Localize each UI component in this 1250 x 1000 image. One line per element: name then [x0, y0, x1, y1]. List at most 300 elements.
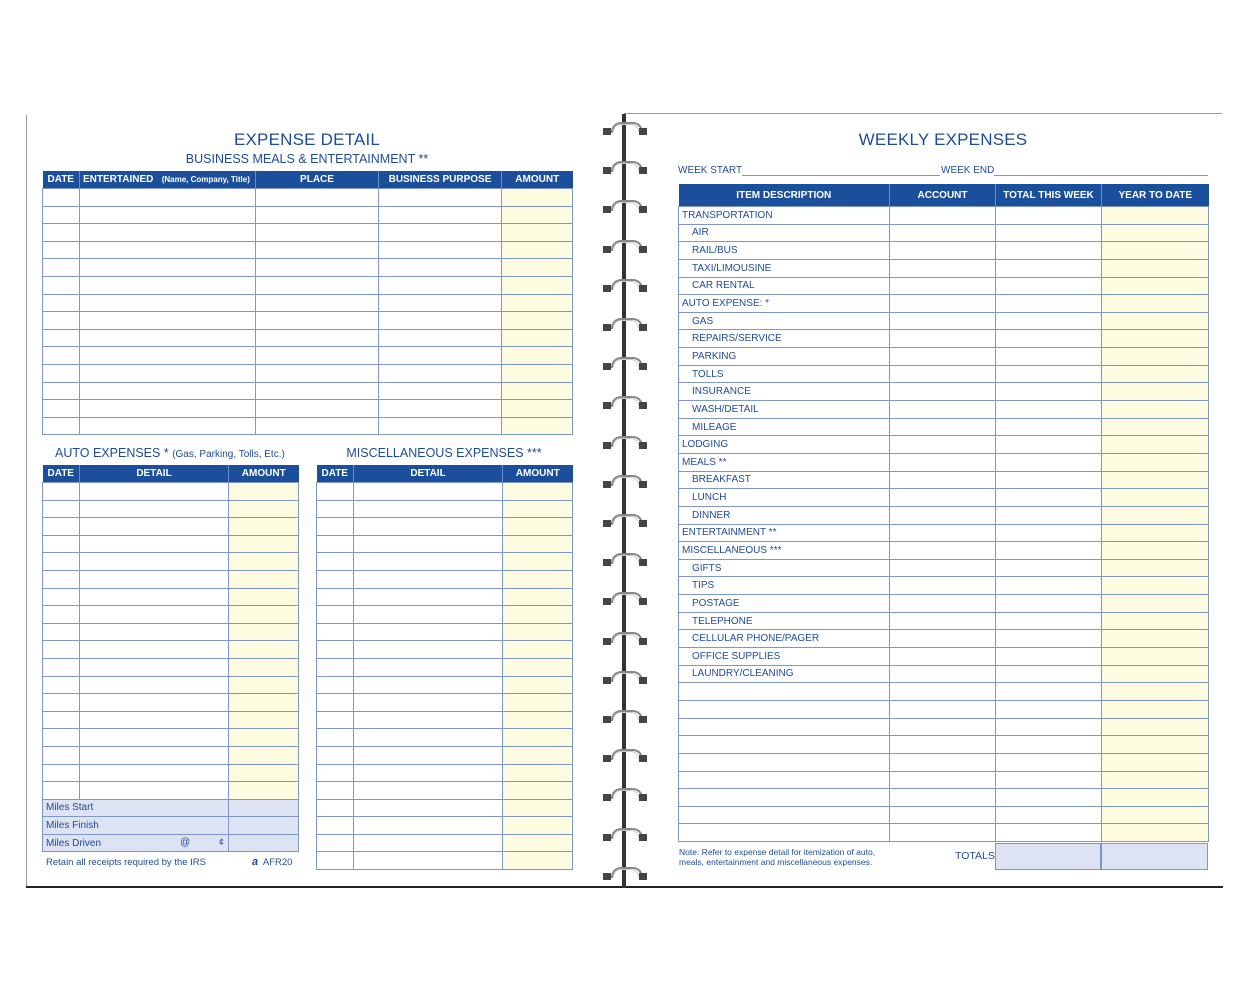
total-this-week-cell[interactable] [996, 595, 1102, 613]
year-to-date-cell[interactable] [1102, 789, 1209, 807]
total-this-week-cell[interactable] [996, 295, 1102, 313]
year-to-date-cell[interactable] [1102, 595, 1209, 613]
place-cell[interactable] [256, 347, 379, 365]
entertained-cell[interactable] [80, 259, 256, 277]
detail-cell[interactable] [354, 817, 503, 835]
date-cell[interactable] [43, 553, 80, 571]
detail-cell[interactable] [354, 676, 503, 694]
account-cell[interactable] [890, 665, 996, 683]
place-cell[interactable] [256, 417, 379, 435]
total-this-week-cell[interactable] [996, 312, 1102, 330]
year-to-date-cell[interactable] [1102, 207, 1209, 225]
business-purpose-cell[interactable] [379, 224, 502, 242]
business-purpose-cell[interactable] [379, 189, 502, 207]
amount-cell[interactable] [503, 852, 573, 870]
detail-cell[interactable] [354, 588, 503, 606]
amount-cell[interactable] [503, 799, 573, 817]
place-cell[interactable] [256, 364, 379, 382]
date-cell[interactable] [43, 294, 80, 312]
total-this-week-cell[interactable] [996, 665, 1102, 683]
total-this-week-cell[interactable] [996, 383, 1102, 401]
date-cell[interactable] [317, 658, 354, 676]
year-to-date-cell[interactable] [1102, 453, 1209, 471]
account-cell[interactable] [890, 365, 996, 383]
amount-cell[interactable] [229, 764, 299, 782]
amount-cell[interactable] [229, 553, 299, 571]
date-cell[interactable] [43, 417, 80, 435]
year-to-date-cell[interactable] [1102, 436, 1209, 454]
amount-cell[interactable] [229, 483, 299, 501]
date-cell[interactable] [317, 694, 354, 712]
date-cell[interactable] [317, 535, 354, 553]
week-start-line[interactable] [742, 174, 940, 176]
item-description-cell[interactable] [679, 789, 890, 807]
business-purpose-cell[interactable] [379, 329, 502, 347]
item-description-cell[interactable] [679, 824, 890, 842]
year-to-date-cell[interactable] [1102, 753, 1209, 771]
detail-cell[interactable] [80, 535, 229, 553]
account-cell[interactable] [890, 471, 996, 489]
detail-cell[interactable] [354, 606, 503, 624]
entertained-cell[interactable] [80, 312, 256, 330]
total-this-week-cell[interactable] [996, 330, 1102, 348]
total-this-week-cell[interactable] [996, 436, 1102, 454]
year-to-date-cell[interactable] [1102, 771, 1209, 789]
year-to-date-cell[interactable] [1102, 806, 1209, 824]
account-cell[interactable] [890, 330, 996, 348]
detail-cell[interactable] [80, 658, 229, 676]
amount-cell[interactable] [503, 641, 573, 659]
amount-cell[interactable] [502, 382, 573, 400]
detail-cell[interactable] [80, 570, 229, 588]
mileage-value-cell[interactable] [229, 817, 299, 835]
amount-cell[interactable] [229, 570, 299, 588]
date-cell[interactable] [317, 570, 354, 588]
entertained-cell[interactable] [80, 241, 256, 259]
year-to-date-cell[interactable] [1102, 295, 1209, 313]
date-cell[interactable] [43, 241, 80, 259]
detail-cell[interactable] [354, 746, 503, 764]
year-to-date-cell[interactable] [1102, 365, 1209, 383]
account-cell[interactable] [890, 207, 996, 225]
business-purpose-cell[interactable] [379, 382, 502, 400]
amount-cell[interactable] [502, 312, 573, 330]
total-this-week-cell[interactable] [996, 277, 1102, 295]
account-cell[interactable] [890, 559, 996, 577]
account-cell[interactable] [890, 312, 996, 330]
amount-cell[interactable] [503, 746, 573, 764]
account-cell[interactable] [890, 718, 996, 736]
account-cell[interactable] [890, 700, 996, 718]
detail-cell[interactable] [80, 782, 229, 800]
detail-cell[interactable] [354, 535, 503, 553]
item-description-cell[interactable] [679, 806, 890, 824]
amount-cell[interactable] [502, 189, 573, 207]
total-this-week-cell[interactable] [996, 630, 1102, 648]
date-cell[interactable] [317, 746, 354, 764]
detail-cell[interactable] [80, 623, 229, 641]
account-cell[interactable] [890, 242, 996, 260]
amount-cell[interactable] [502, 400, 573, 418]
detail-cell[interactable] [354, 570, 503, 588]
entertained-cell[interactable] [80, 276, 256, 294]
date-cell[interactable] [43, 711, 80, 729]
place-cell[interactable] [256, 329, 379, 347]
account-cell[interactable] [890, 648, 996, 666]
detail-cell[interactable] [354, 623, 503, 641]
year-to-date-cell[interactable] [1102, 559, 1209, 577]
total-this-week-cell[interactable] [996, 471, 1102, 489]
total-this-week-cell[interactable] [995, 843, 1101, 870]
detail-cell[interactable] [80, 483, 229, 501]
date-cell[interactable] [317, 606, 354, 624]
total-this-week-cell[interactable] [996, 348, 1102, 366]
amount-cell[interactable] [502, 347, 573, 365]
year-to-date-cell[interactable] [1102, 824, 1209, 842]
account-cell[interactable] [890, 789, 996, 807]
date-cell[interactable] [43, 224, 80, 242]
place-cell[interactable] [256, 312, 379, 330]
amount-cell[interactable] [229, 782, 299, 800]
detail-cell[interactable] [80, 694, 229, 712]
date-cell[interactable] [43, 782, 80, 800]
date-cell[interactable] [317, 834, 354, 852]
account-cell[interactable] [890, 806, 996, 824]
date-cell[interactable] [43, 500, 80, 518]
item-description-cell[interactable] [679, 771, 890, 789]
amount-cell[interactable] [229, 606, 299, 624]
business-purpose-cell[interactable] [379, 400, 502, 418]
total-this-week-cell[interactable] [996, 259, 1102, 277]
business-purpose-cell[interactable] [379, 259, 502, 277]
business-purpose-cell[interactable] [379, 312, 502, 330]
date-cell[interactable] [317, 676, 354, 694]
amount-cell[interactable] [229, 623, 299, 641]
total-this-week-cell[interactable] [996, 224, 1102, 242]
account-cell[interactable] [890, 524, 996, 542]
detail-cell[interactable] [80, 764, 229, 782]
account-cell[interactable] [890, 436, 996, 454]
place-cell[interactable] [256, 259, 379, 277]
total-this-week-cell[interactable] [996, 753, 1102, 771]
account-cell[interactable] [890, 506, 996, 524]
total-this-week-cell[interactable] [996, 700, 1102, 718]
detail-cell[interactable] [354, 834, 503, 852]
entertained-cell[interactable] [80, 224, 256, 242]
amount-cell[interactable] [502, 241, 573, 259]
week-end-field[interactable] [941, 165, 1208, 176]
detail-cell[interactable] [80, 729, 229, 747]
account-cell[interactable] [890, 736, 996, 754]
total-this-week-cell[interactable] [996, 401, 1102, 419]
entertained-cell[interactable] [80, 417, 256, 435]
year-to-date-cell[interactable] [1102, 665, 1209, 683]
detail-cell[interactable] [354, 764, 503, 782]
amount-cell[interactable] [229, 535, 299, 553]
entertained-cell[interactable] [80, 382, 256, 400]
year-to-date-cell[interactable] [1102, 683, 1209, 701]
total-this-week-cell[interactable] [996, 648, 1102, 666]
amount-cell[interactable] [229, 694, 299, 712]
date-cell[interactable] [43, 483, 80, 501]
amount-cell[interactable] [229, 711, 299, 729]
year-to-date-cell[interactable] [1102, 718, 1209, 736]
date-cell[interactable] [317, 623, 354, 641]
amount-cell[interactable] [503, 817, 573, 835]
amount-cell[interactable] [229, 658, 299, 676]
year-to-date-cell[interactable] [1102, 612, 1209, 630]
detail-cell[interactable] [80, 500, 229, 518]
total-this-week-cell[interactable] [996, 718, 1102, 736]
place-cell[interactable] [256, 189, 379, 207]
date-cell[interactable] [43, 312, 80, 330]
date-cell[interactable] [43, 259, 80, 277]
detail-cell[interactable] [80, 518, 229, 536]
business-purpose-cell[interactable] [379, 364, 502, 382]
amount-cell[interactable] [503, 553, 573, 571]
total-this-week-cell[interactable] [996, 242, 1102, 260]
date-cell[interactable] [43, 347, 80, 365]
place-cell[interactable] [256, 400, 379, 418]
year-to-date-cell[interactable] [1102, 418, 1209, 436]
date-cell[interactable] [43, 364, 80, 382]
detail-cell[interactable] [354, 729, 503, 747]
amount-cell[interactable] [229, 588, 299, 606]
amount-cell[interactable] [229, 676, 299, 694]
amount-cell[interactable] [503, 518, 573, 536]
detail-cell[interactable] [354, 553, 503, 571]
item-description-cell[interactable] [679, 683, 890, 701]
date-cell[interactable] [43, 518, 80, 536]
detail-cell[interactable] [80, 641, 229, 659]
place-cell[interactable] [256, 382, 379, 400]
total-this-week-cell[interactable] [996, 612, 1102, 630]
amount-cell[interactable] [502, 259, 573, 277]
date-cell[interactable] [317, 518, 354, 536]
entertained-cell[interactable] [80, 400, 256, 418]
date-cell[interactable] [43, 729, 80, 747]
total-this-week-cell[interactable] [996, 771, 1102, 789]
date-cell[interactable] [317, 799, 354, 817]
amount-cell[interactable] [229, 518, 299, 536]
total-this-week-cell[interactable] [996, 506, 1102, 524]
account-cell[interactable] [890, 383, 996, 401]
mileage-value-cell[interactable] [229, 834, 299, 852]
year-to-date-cell[interactable] [1102, 700, 1209, 718]
detail-cell[interactable] [354, 483, 503, 501]
detail-cell[interactable] [80, 746, 229, 764]
account-cell[interactable] [890, 348, 996, 366]
entertained-cell[interactable] [80, 347, 256, 365]
date-cell[interactable] [43, 658, 80, 676]
amount-cell[interactable] [503, 623, 573, 641]
account-cell[interactable] [890, 612, 996, 630]
amount-cell[interactable] [503, 483, 573, 501]
year-to-date-cell[interactable] [1102, 648, 1209, 666]
date-cell[interactable] [317, 483, 354, 501]
year-to-date-cell[interactable] [1102, 471, 1209, 489]
account-cell[interactable] [890, 824, 996, 842]
total-this-week-cell[interactable] [996, 736, 1102, 754]
year-to-date-cell[interactable] [1102, 242, 1209, 260]
year-to-date-cell[interactable] [1102, 736, 1209, 754]
amount-cell[interactable] [503, 588, 573, 606]
detail-cell[interactable] [354, 711, 503, 729]
amount-cell[interactable] [502, 224, 573, 242]
amount-cell[interactable] [503, 535, 573, 553]
year-to-date-cell[interactable] [1102, 542, 1209, 560]
date-cell[interactable] [317, 553, 354, 571]
entertained-cell[interactable] [80, 364, 256, 382]
amount-cell[interactable] [229, 500, 299, 518]
account-cell[interactable] [890, 577, 996, 595]
account-cell[interactable] [890, 277, 996, 295]
year-to-date-cell[interactable] [1102, 630, 1209, 648]
total-this-week-cell[interactable] [996, 207, 1102, 225]
date-cell[interactable] [43, 329, 80, 347]
date-cell[interactable] [43, 382, 80, 400]
place-cell[interactable] [256, 224, 379, 242]
year-to-date-cell[interactable] [1102, 224, 1209, 242]
amount-cell[interactable] [502, 329, 573, 347]
detail-cell[interactable] [354, 518, 503, 536]
amount-cell[interactable] [503, 676, 573, 694]
detail-cell[interactable] [354, 641, 503, 659]
business-purpose-cell[interactable] [379, 241, 502, 259]
amount-cell[interactable] [503, 729, 573, 747]
amount-cell[interactable] [503, 658, 573, 676]
amount-cell[interactable] [502, 276, 573, 294]
account-cell[interactable] [890, 771, 996, 789]
date-cell[interactable] [317, 588, 354, 606]
week-end-line[interactable] [994, 174, 1208, 176]
date-cell[interactable] [43, 400, 80, 418]
total-this-week-cell[interactable] [996, 453, 1102, 471]
entertained-cell[interactable] [80, 206, 256, 224]
total-this-week-cell[interactable] [996, 489, 1102, 507]
week-start-field[interactable] [678, 165, 940, 176]
date-cell[interactable] [43, 588, 80, 606]
amount-cell[interactable] [503, 782, 573, 800]
detail-cell[interactable] [354, 658, 503, 676]
detail-cell[interactable] [80, 606, 229, 624]
place-cell[interactable] [256, 206, 379, 224]
year-to-date-cell[interactable] [1102, 312, 1209, 330]
date-cell[interactable] [317, 711, 354, 729]
amount-cell[interactable] [502, 294, 573, 312]
detail-cell[interactable] [354, 852, 503, 870]
account-cell[interactable] [890, 224, 996, 242]
year-to-date-cell[interactable] [1102, 489, 1209, 507]
year-to-date-cell[interactable] [1102, 577, 1209, 595]
account-cell[interactable] [890, 295, 996, 313]
date-cell[interactable] [317, 817, 354, 835]
date-cell[interactable] [43, 764, 80, 782]
amount-cell[interactable] [503, 764, 573, 782]
year-to-date-cell[interactable] [1102, 277, 1209, 295]
account-cell[interactable] [890, 683, 996, 701]
business-purpose-cell[interactable] [379, 206, 502, 224]
detail-cell[interactable] [354, 500, 503, 518]
total-this-week-cell[interactable] [996, 559, 1102, 577]
business-purpose-cell[interactable] [379, 347, 502, 365]
detail-cell[interactable] [354, 782, 503, 800]
amount-cell[interactable] [503, 694, 573, 712]
date-cell[interactable] [43, 535, 80, 553]
amount-cell[interactable] [502, 417, 573, 435]
year-to-date-cell[interactable] [1102, 401, 1209, 419]
account-cell[interactable] [890, 401, 996, 419]
amount-cell[interactable] [502, 364, 573, 382]
year-to-date-cell[interactable] [1102, 383, 1209, 401]
place-cell[interactable] [256, 294, 379, 312]
account-cell[interactable] [890, 489, 996, 507]
date-cell[interactable] [43, 570, 80, 588]
detail-cell[interactable] [80, 553, 229, 571]
amount-cell[interactable] [503, 606, 573, 624]
total-this-week-cell[interactable] [996, 418, 1102, 436]
detail-cell[interactable] [354, 694, 503, 712]
amount-cell[interactable] [503, 711, 573, 729]
total-this-week-cell[interactable] [996, 577, 1102, 595]
date-cell[interactable] [317, 641, 354, 659]
place-cell[interactable] [256, 241, 379, 259]
date-cell[interactable] [43, 606, 80, 624]
amount-cell[interactable] [503, 834, 573, 852]
date-cell[interactable] [43, 276, 80, 294]
date-cell[interactable] [317, 729, 354, 747]
date-cell[interactable] [43, 694, 80, 712]
year-to-date-cell[interactable] [1102, 330, 1209, 348]
business-purpose-cell[interactable] [379, 294, 502, 312]
detail-cell[interactable] [80, 588, 229, 606]
account-cell[interactable] [890, 630, 996, 648]
entertained-cell[interactable] [80, 294, 256, 312]
item-description-cell[interactable] [679, 700, 890, 718]
year-to-date-cell[interactable] [1102, 348, 1209, 366]
amount-cell[interactable] [229, 641, 299, 659]
mileage-value-cell[interactable] [229, 799, 299, 817]
amount-cell[interactable] [503, 500, 573, 518]
business-purpose-cell[interactable] [379, 276, 502, 294]
item-description-cell[interactable] [679, 753, 890, 771]
amount-cell[interactable] [229, 746, 299, 764]
detail-cell[interactable] [80, 676, 229, 694]
item-description-cell[interactable] [679, 718, 890, 736]
total-this-week-cell[interactable] [996, 806, 1102, 824]
total-this-week-cell[interactable] [996, 824, 1102, 842]
amount-cell[interactable] [229, 729, 299, 747]
date-cell[interactable] [43, 623, 80, 641]
date-cell[interactable] [317, 764, 354, 782]
year-to-date-cell[interactable] [1102, 506, 1209, 524]
entertained-cell[interactable] [80, 189, 256, 207]
year-to-date-cell[interactable] [1102, 259, 1209, 277]
account-cell[interactable] [890, 259, 996, 277]
account-cell[interactable] [890, 453, 996, 471]
total-this-week-cell[interactable] [996, 683, 1102, 701]
detail-cell[interactable] [354, 799, 503, 817]
total-this-week-cell[interactable] [996, 365, 1102, 383]
account-cell[interactable] [890, 542, 996, 560]
date-cell[interactable] [43, 676, 80, 694]
total-this-week-cell[interactable] [996, 524, 1102, 542]
year-to-date-total-cell[interactable] [1101, 843, 1208, 870]
year-to-date-cell[interactable] [1102, 524, 1209, 542]
account-cell[interactable] [890, 418, 996, 436]
date-cell[interactable] [43, 189, 80, 207]
date-cell[interactable] [43, 206, 80, 224]
